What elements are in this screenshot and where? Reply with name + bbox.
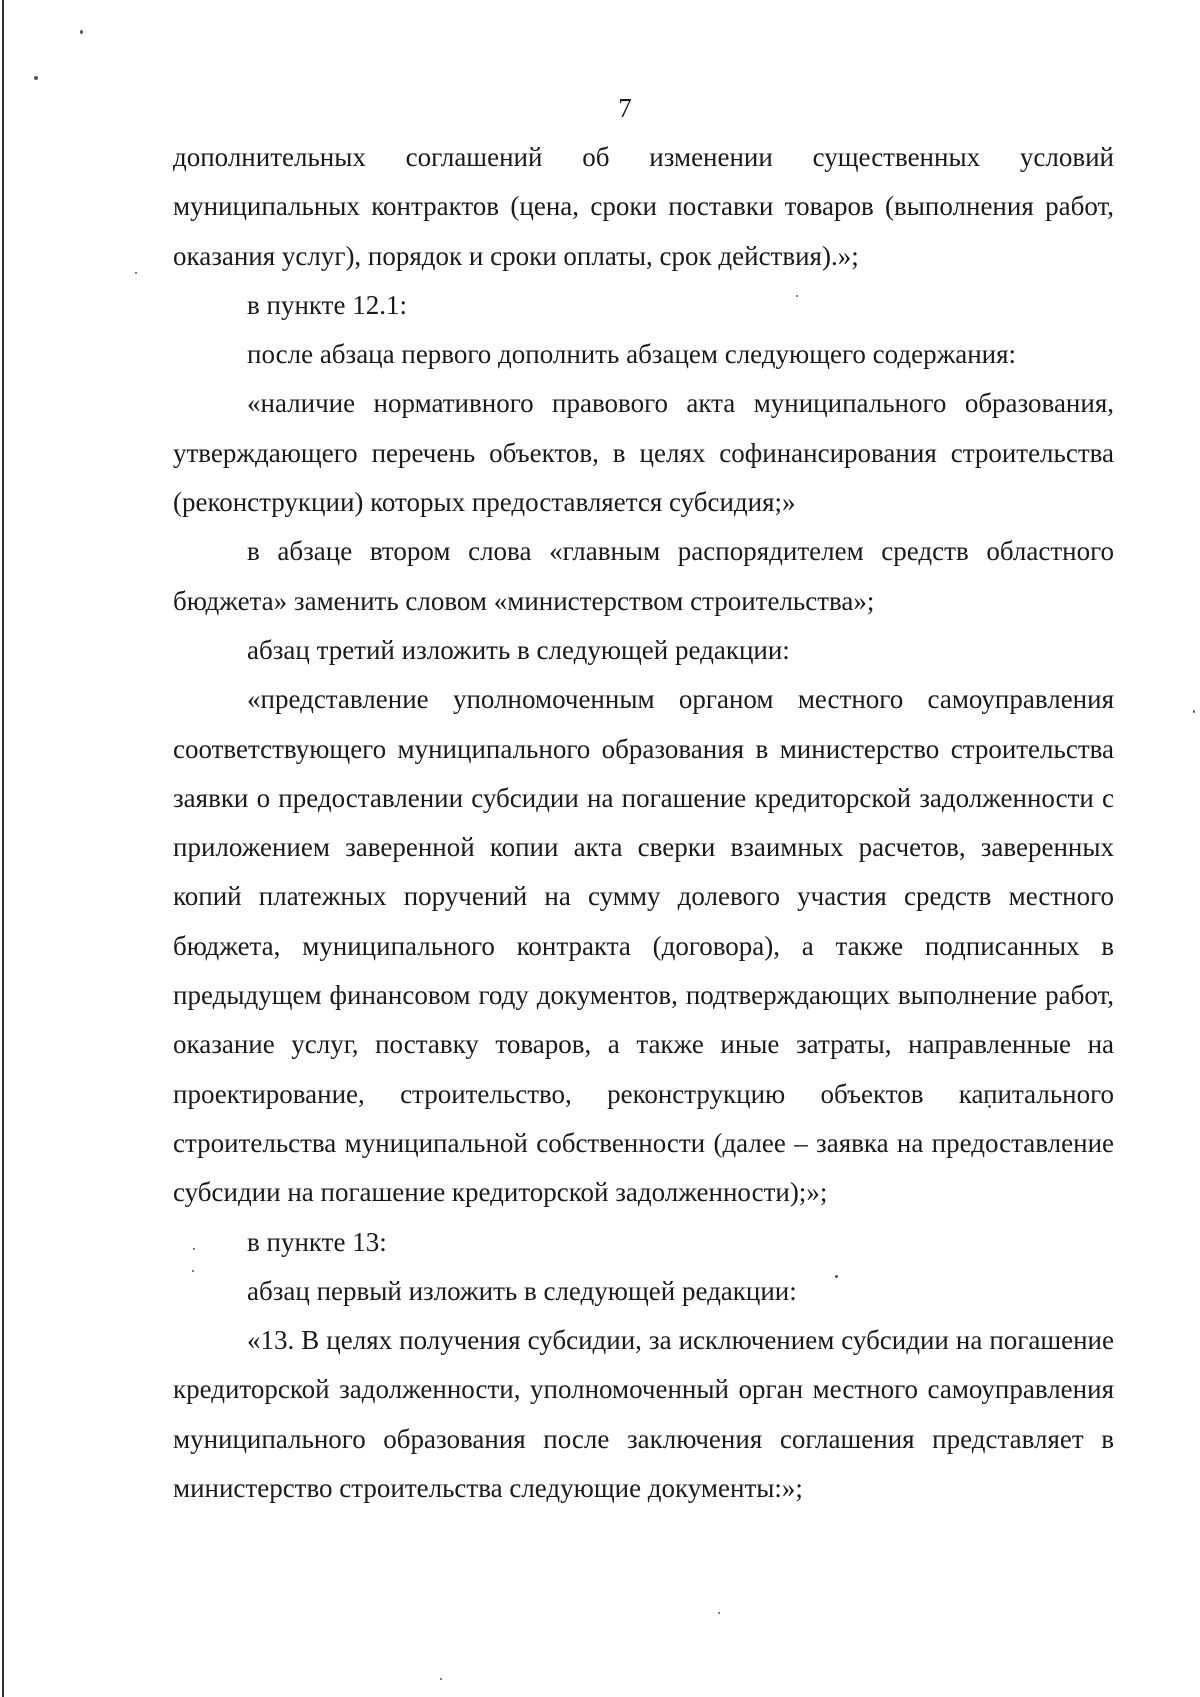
paragraph: в пункте 13: (247, 1226, 387, 1257)
scan-speck (718, 1612, 720, 1614)
scan-speck (34, 76, 38, 80)
paragraph: после абзаца первого дополнить абзацем следующего содержания: (247, 339, 1017, 370)
scan-speck (1193, 710, 1195, 713)
paragraph: «представление уполномоченным органом местного самоуправления соответствующего муниципального образования в министерство строительства заявки о предоставлении субсидии на погашение кредиторской задолженности с приложением заверенной копии акта сверки взаимных расчетов, заверенных копий платежных поручений на сумму долевого участия средств местного бюджета, муниципального контракта (договора), а также подписанных в предыдущем финансовом году документов, подтверждающих выполнение работ, оказание услуг, поставку товаров, а также иные затраты, направленные на проектирование, строительство, реконструкцию объектов капитального строительства муниципальной собственности (далее – заявка на предоставление субсидии на погашение кредиторской задолженности);»; (173, 684, 1114, 1208)
scan-speck (135, 272, 137, 274)
paragraph: «наличие нормативного правового акта муниципального образования, утверждающего перечень объектов, в целях софинансирования строительства (реконструкции) которых предоставляется субсидия;» (173, 388, 1114, 518)
document-body (173, 133, 1114, 1513)
paragraph: дополнительных соглашений об изменении существенных условий муниципальных контрактов (цена, сроки поставки товаров (выполнения работ, оказания услуг), порядок и сроки оплаты, срок действия).»; (173, 142, 1114, 271)
paragraph: абзац третий изложить в следующей редакции: (247, 634, 790, 665)
scan-speck (440, 1678, 442, 1680)
paragraph: «13. В целях получения субсидии, за исключением субсидии на погашение кредиторской задолженности, уполномоченный орган местного самоуправления муниципального образования после заключения соглашения представляет в министерство строительства следующие документы:»; (173, 1325, 1114, 1504)
paragraph: в абзаце втором слова «главным распорядителем средств областного бюджета» заменить словом «министерством строительства»; (173, 536, 1114, 616)
scan-speck (80, 30, 83, 34)
paragraph: в пункте 12.1: (247, 289, 407, 320)
paragraph: абзац первый изложить в следующей редакции: (247, 1275, 797, 1306)
page-number: 7 (618, 93, 632, 123)
scan-edge (2, 0, 4, 1697)
